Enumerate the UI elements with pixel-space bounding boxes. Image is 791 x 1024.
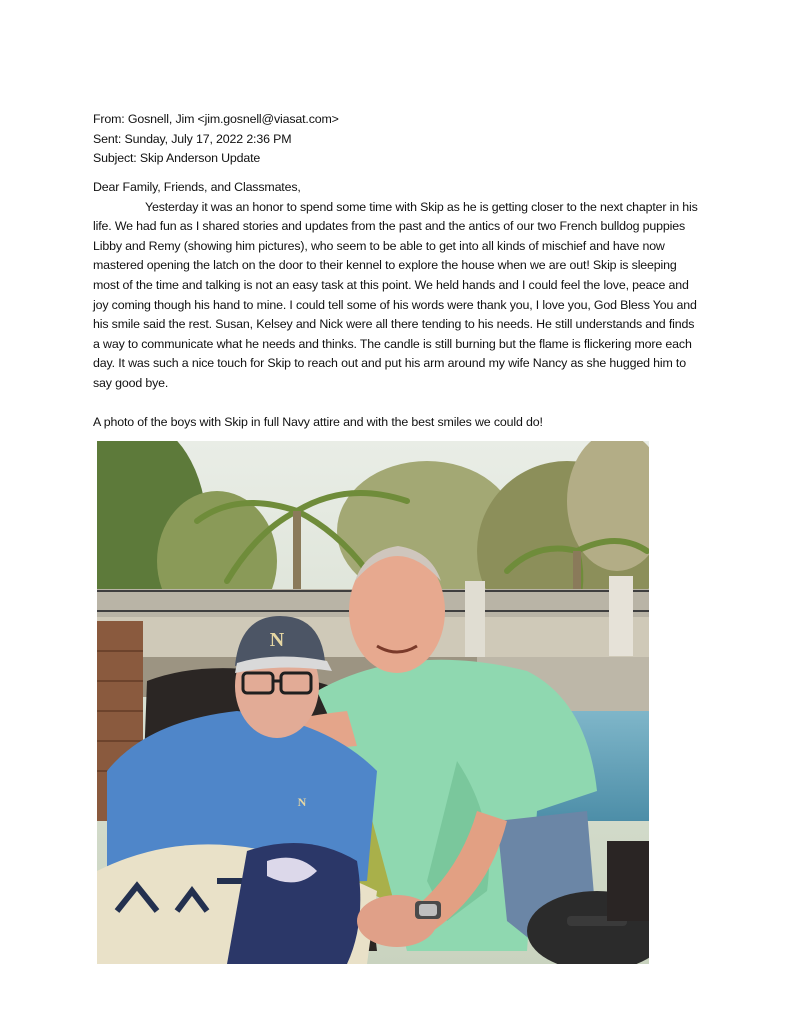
cap-letter: N <box>269 629 285 651</box>
photo <box>97 441 649 964</box>
email-paragraph: Yesterday it was an honor to spend some time with Skip as he is getting closer to the next chapter in his life. We had fun as I shared stories and updates from the past and the antics of our two French bulldog puppies Libby and Remy (showing him pictures), who seem to be able to get into all kinds of mischief and have now mastered opening the latch on the door to their kennel to explore the house when we are out! Skip is sleeping most of the time and talking is not an easy task at this point. We held hands and I could feel the love, peace and joy coming though his hand to mine. I could tell some of his words were thank you, I love you, God Bless You and his smile said the rest. Susan, Kelsey and Nick were all there tending to his needs. He still understands and finds a way to communicate what he needs and thinks. The candle is still burning but the flame is flickering more each day. It was such a nice touch for Skip to reach out and put his arm around my wife Nancy as she hugged him to say good bye. <box>93 199 698 390</box>
email-sent: Sent: Sunday, July 17, 2022 2:36 PM <box>93 131 292 146</box>
email-greeting: Dear Family, Friends, and Classmates, <box>93 180 301 194</box>
photo-caption: A photo of the boys with Skip in full Navy attire and with the best smiles we could do! <box>93 415 543 430</box>
email-body <box>93 178 699 433</box>
shirt-letter: N <box>297 795 307 809</box>
photo-illustration <box>97 441 649 964</box>
email-from: From: Gosnell, Jim <jim.gosnell@viasat.com> <box>93 112 339 126</box>
email-header <box>93 110 713 169</box>
email-subject: Subject: Skip Anderson Update <box>93 151 261 166</box>
